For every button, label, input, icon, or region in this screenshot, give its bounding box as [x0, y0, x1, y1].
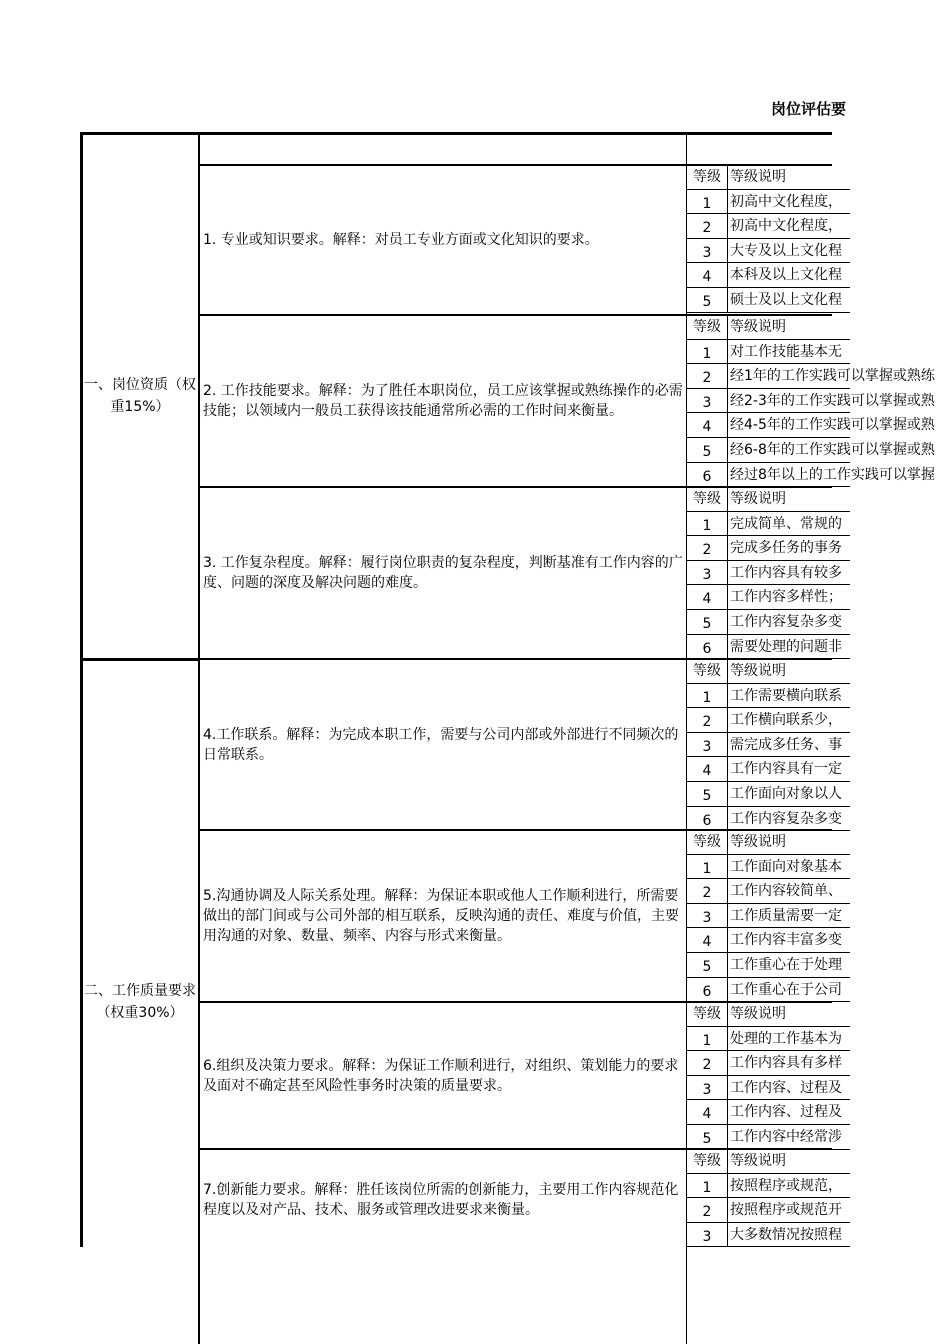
- cell-divider: [727, 733, 728, 758]
- level-description: 工作内容中经常涉: [730, 1129, 842, 1145]
- factor-description: 4.工作联系。解释：为完成本职工作，需要与公司内部或外部进行不同频次的日常联系。: [203, 726, 679, 763]
- level-number: 4: [702, 1106, 712, 1123]
- level-number: 1: [702, 1032, 712, 1049]
- level-number: 6: [702, 468, 712, 485]
- cell-divider: [727, 1027, 728, 1052]
- level-description: 经4-5年的工作实践可以掌握或熟: [730, 417, 935, 434]
- cell-divider: [727, 807, 728, 832]
- level-description: 工作面向对象基本: [730, 858, 842, 875]
- level-description: 对工作技能基本无: [730, 343, 842, 360]
- level-description: 工作内容复杂多变: [730, 810, 842, 827]
- cell-divider: [727, 463, 728, 488]
- cell-divider: [727, 1002, 728, 1027]
- level-number: 3: [702, 738, 712, 755]
- factor-description: 5.沟通协调及人际关系处理。解释：为保证本职或他人工作顺利进行，所需要做出的部门间或与公司外部的相互联系，反映沟通的责任、难度与价值，主要用沟通的对象、数量、频率、内容与形式来衡量。: [203, 888, 679, 944]
- level-number: 3: [702, 394, 712, 411]
- level-number: 6: [702, 983, 712, 1000]
- cell-divider: [727, 1125, 728, 1150]
- cell-divider: [727, 1149, 728, 1174]
- level-header: 等级: [693, 169, 721, 185]
- level-description: 工作横向联系少，: [730, 712, 842, 729]
- level-number: 1: [702, 195, 712, 212]
- cell-divider: [727, 928, 728, 953]
- cell-divider: [727, 487, 728, 512]
- level-header: 等级: [693, 1006, 721, 1022]
- level-number: 5: [702, 294, 712, 310]
- cell-divider: [727, 1100, 728, 1125]
- level-number: 5: [702, 444, 712, 460]
- category-label: 二、工作质量要求（权重30%）: [84, 982, 196, 1021]
- level-desc-header: 等级说明: [730, 834, 786, 850]
- level-description: 工作内容复杂多变: [730, 614, 842, 630]
- level-description: 按照程序或规范，: [730, 1177, 842, 1194]
- level-desc-header: 等级说明: [730, 1153, 786, 1169]
- cell-divider: [727, 364, 728, 389]
- level-number: 6: [702, 812, 712, 829]
- cell-divider: [727, 830, 728, 855]
- cell-divider: [727, 165, 728, 190]
- level-number: 5: [702, 1131, 712, 1147]
- level-description: 完成多任务的事务: [730, 540, 842, 557]
- level-number: 5: [702, 616, 712, 632]
- factor-description: 6.组织及决策力要求。解释：为保证工作顺利进行，对组织、策划能力的要求及面对不确定甚至风险性事务时决策的质量要求。: [203, 1057, 679, 1094]
- cell-divider: [727, 635, 728, 660]
- level-description: 本科及以上文化程: [730, 267, 842, 284]
- factor-description: 3. 工作复杂程度。解释：履行岗位职责的复杂程度，判断基准有工作内容的广度、问题的深度及解决问题的难度。: [203, 555, 683, 591]
- level-header: 等级: [693, 1153, 721, 1169]
- level-number: 4: [702, 591, 712, 608]
- level-number: 3: [702, 566, 712, 583]
- category-divider: [80, 658, 200, 661]
- cell-divider: [727, 757, 728, 782]
- cell-divider: [727, 684, 728, 709]
- cell-divider: [727, 782, 728, 807]
- cell-divider: [727, 904, 728, 929]
- level-desc-header: 等级说明: [730, 319, 786, 335]
- cell-divider: [727, 708, 728, 733]
- level-description: 需要处理的问题非: [730, 638, 842, 655]
- cell-divider: [727, 263, 728, 288]
- level-description: 完成简单、常规的: [730, 515, 842, 532]
- level-description: 工作内容具有多样: [730, 1055, 842, 1072]
- level-description: 需完成多任务、事: [730, 736, 842, 753]
- cell-divider: [727, 1174, 728, 1199]
- cell-divider: [727, 1076, 728, 1101]
- level-description: 工作内容具有较多: [730, 564, 842, 581]
- level-number: 1: [702, 345, 712, 362]
- level-description: 经1年的工作实践可以掌握或熟练: [730, 368, 935, 385]
- factor-description: 1. 专业或知识要求。解释：对员工专业方面或文化知识的要求。: [203, 232, 599, 248]
- level-description: 经过8年以上的工作实践可以掌握: [730, 466, 935, 483]
- level-description: 大专及以上文化程: [730, 242, 842, 259]
- cell-divider: [727, 315, 728, 340]
- level-number: 3: [702, 1081, 712, 1098]
- level-number: 1: [702, 1179, 712, 1196]
- level-header: 等级: [693, 834, 721, 850]
- cell-divider: [727, 536, 728, 561]
- level-description: 工作重心在于处理: [730, 957, 842, 973]
- level-number: 1: [702, 860, 712, 877]
- level-number: 1: [702, 689, 712, 706]
- level-description: 工作面向对象以人: [730, 786, 842, 802]
- level-description: 经6-8年的工作实践可以掌握或熟: [730, 442, 935, 458]
- level-description: 初高中文化程度，: [730, 218, 842, 235]
- cell-divider: [727, 389, 728, 414]
- cell-divider: [727, 1223, 728, 1248]
- cell-divider: [727, 978, 728, 1003]
- level-description: 工作重心在于公司: [730, 981, 842, 998]
- level-desc-header: 等级说明: [730, 169, 786, 185]
- cell-divider: [727, 610, 728, 635]
- level-description: 工作内容多样性；: [730, 589, 842, 606]
- level-number: 1: [702, 517, 712, 534]
- level-header: 等级: [693, 663, 721, 679]
- cell-divider: [727, 659, 728, 684]
- level-number: 2: [702, 1204, 712, 1221]
- cell-divider: [727, 855, 728, 880]
- cell-divider: [727, 585, 728, 610]
- cell-divider: [727, 561, 728, 586]
- cell-divider: [727, 1198, 728, 1223]
- factor-description: 7.创新能力要求。解释：胜任该岗位所需的创新能力，主要用工作内容规范化程度以及对产品、技术、服务或管理改进要求来衡量。: [203, 1182, 679, 1219]
- cell-divider: [727, 239, 728, 264]
- cell-divider: [727, 288, 728, 313]
- level-description: 工作内容丰富多变: [730, 932, 842, 949]
- level-description: 按照程序或规范开: [730, 1202, 842, 1219]
- cell-divider: [727, 214, 728, 239]
- level-description: 工作质量需要一定: [730, 907, 842, 924]
- factor-description: 2. 工作技能要求。解释：为了胜任本职岗位，员工应该掌握或熟练操作的必需技能；以领域内一般员工获得该技能通常所必需的工作时间来衡量。: [203, 383, 683, 419]
- level-desc-header: 等级说明: [730, 663, 786, 679]
- level-number: 2: [702, 885, 712, 902]
- level-description: 大多数情况按照程: [730, 1226, 842, 1243]
- category-label: 一、岗位资质（权重15%）: [84, 377, 196, 415]
- level-description: 工作需要横向联系: [730, 687, 842, 704]
- level-number: 2: [702, 1057, 712, 1074]
- level-header: 等级: [693, 319, 721, 335]
- level-number: 3: [702, 909, 712, 926]
- level-description: 工作内容较简单、: [730, 883, 842, 900]
- level-number: 4: [702, 763, 712, 780]
- level-number: 4: [702, 419, 712, 436]
- level-number: 5: [702, 788, 712, 804]
- level-number: 6: [702, 640, 712, 657]
- level-description: 工作内容、过程及: [730, 1079, 842, 1096]
- level-number: 2: [702, 714, 712, 731]
- level-description: 处理的工作基本为: [730, 1030, 842, 1047]
- cell-divider: [727, 413, 728, 438]
- level-description: 初高中文化程度，: [730, 193, 842, 210]
- level-desc-header: 等级说明: [730, 1006, 786, 1022]
- level-number: 4: [702, 269, 712, 286]
- level-number: 5: [702, 959, 712, 975]
- level-number: 3: [702, 1228, 712, 1245]
- cell-divider: [727, 512, 728, 537]
- level-description: 硕士及以上文化程: [730, 292, 842, 308]
- cell-divider: [727, 340, 728, 365]
- level-number: 4: [702, 934, 712, 951]
- cell-divider: [727, 190, 728, 215]
- level-number: 2: [702, 542, 712, 559]
- cell-divider: [727, 953, 728, 978]
- row-line: [687, 1246, 850, 1247]
- level-description: 经2-3年的工作实践可以掌握或熟: [730, 392, 935, 409]
- table-left-border: [80, 132, 83, 1247]
- page-title: 岗位评估要: [771, 100, 847, 118]
- cell-divider: [727, 438, 728, 463]
- level-description: 工作内容、过程及: [730, 1104, 842, 1121]
- level-number: 2: [702, 220, 712, 237]
- level-number: 3: [702, 244, 712, 261]
- cell-divider: [727, 879, 728, 904]
- table-top-border: [80, 132, 832, 135]
- cell-divider: [727, 1051, 728, 1076]
- level-desc-header: 等级说明: [730, 491, 786, 507]
- level-description: 工作内容具有一定: [730, 761, 842, 778]
- row-line: [687, 312, 850, 313]
- level-number: 2: [702, 370, 712, 387]
- level-header: 等级: [693, 491, 721, 507]
